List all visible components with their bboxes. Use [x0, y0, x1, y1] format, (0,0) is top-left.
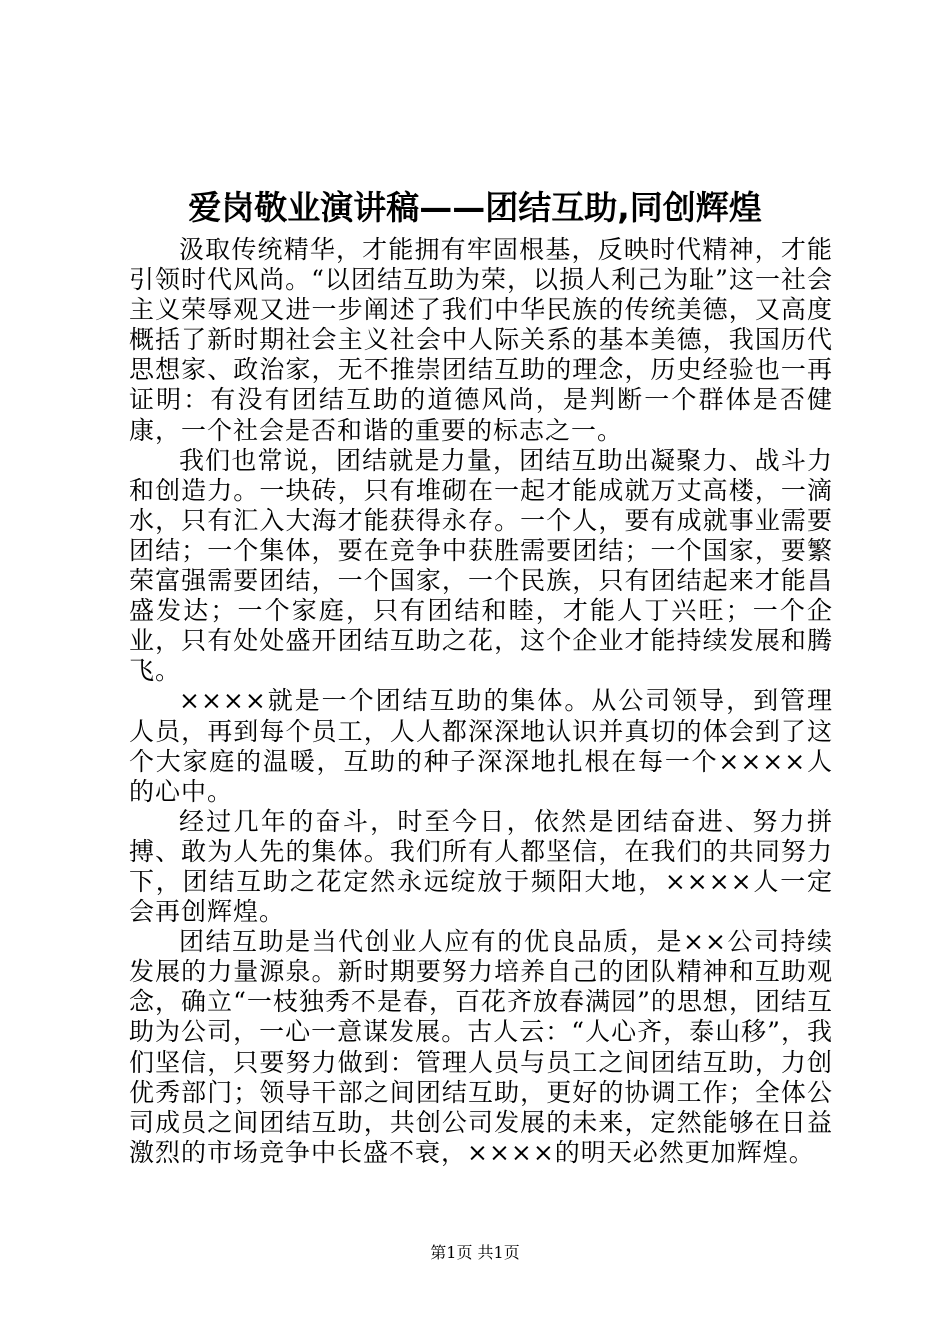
page-number-footer: 第1页 共1页 — [430, 1243, 520, 1262]
paragraph-4: 经过几年的奋斗，时至今日，依然是团结奋进、努力拼搏、敢为人先的集体。我们所有人都坚信，在我们的共同努力下，团结互助之花定然永远绽放于频阳大地，××××人一定会再创辉煌。 — [129, 806, 833, 927]
document-body — [129, 235, 833, 1168]
paragraph-5: 团结互助是当代创业人应有的优良品质，是××公司持续发展的力量源泉。新时期要努力培养自己的团队精神和互助观念，确立“一枝独秀不是春，百花齐放春满园”的思想，团结互助为公司，一心一意谋发展。古人云：“人心齐，泰山移”，我们坚信，只要努力做到：管理人员与员工之间团结互助，力创优秀部门；领导干部之间团结互助，更好的协调工作；全体公司成员之间团结互助，共创公司发展的未来，定然能够在日益激烈的市场竞争中长盛不衰，××××的明天必然更加辉煌。 — [129, 927, 833, 1167]
paragraph-2: 我们也常说，团结就是力量，团结互助出凝聚力、战斗力和创造力。一块砖，只有堆砌在一起才能成就万丈高楼，一滴水，只有汇入大海才能获得永存。一个人，要有成就事业需要团结；一个集体，要在竞争中获胜需要团结；一个国家，要繁荣富强需要团结，一个国家，一个民族，只有团结起来才能昌盛发达；一个家庭，只有团结和睦，才能人丁兴旺；一个企业，只有处处盛开团结互助之花，这个企业才能持续发展和腾飞。 — [129, 445, 833, 686]
paragraph-3: ××××就是一个团结互助的集体。从公司领导，到管理人员，再到每个员工，人人都深深地认识并真切的体会到了这个大家庭的温暖，互助的种子深深地扎根在每一个××××人的心中。 — [129, 686, 833, 806]
paragraph-1: 汲取传统精华，才能拥有牢固根基，反映时代精神，才能引领时代风尚。“以团结互助为荣，以损人利己为耻”这一社会主义荣辱观又进一步阐述了我们中华民族的传统美德，又高度概括了新时期社会主义社会中人际关系的基本美德，我国历代思想家、政治家，无不推崇团结互助的理念，历史经验也一再证明：有没有团结互助的道德风尚，是判断一个群体是否健康，一个社会是否和谐的重要的标志之一。 — [129, 235, 833, 445]
document-title: 爱岗敬业演讲稿——团结互助,同创辉煌 — [188, 188, 762, 227]
